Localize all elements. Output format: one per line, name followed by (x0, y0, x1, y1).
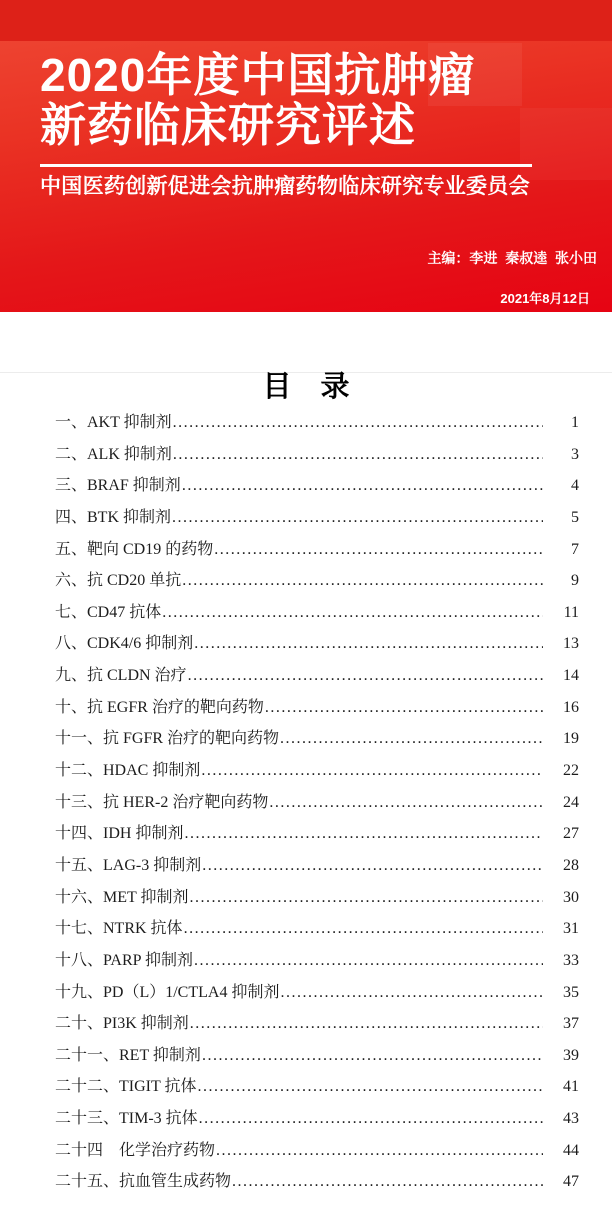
toc-entry-label: 四、BTK 抑制剂 (55, 508, 172, 526)
toc-page-number: 13 (563, 635, 579, 653)
toc-page-number: 11 (563, 603, 579, 621)
toc-page-number: 43 (563, 1110, 579, 1128)
banner-texture-patch (520, 108, 612, 180)
toc-entry[interactable] (55, 441, 579, 473)
toc-leader-dots (202, 1047, 543, 1065)
toc-leader-dots (184, 825, 543, 843)
publication-date: 2021年8月12日 (500, 291, 590, 306)
toc-entry-label: 二十五、抗血管生成药物 (55, 1173, 232, 1191)
toc-entry[interactable] (55, 1042, 579, 1074)
toc-entry-label: 十一、抗 FGFR 治疗的靶向药物 (55, 730, 280, 748)
report-title (40, 50, 475, 150)
toc-leader-dots (173, 414, 543, 432)
toc-leader-dots (172, 509, 543, 527)
toc-entry-label: 十三、抗 HER-2 治疗靶向药物 (55, 793, 269, 811)
toc-page-number: 16 (563, 698, 579, 716)
toc-entry-label: 八、CDK4/6 抑制剂 (55, 635, 194, 653)
toc-leader-dots (199, 1110, 543, 1128)
toc-page-number: 24 (563, 793, 579, 811)
toc-entry[interactable] (55, 630, 579, 662)
toc-entry-label: 十四、IDH 抑制剂 (55, 825, 184, 843)
toc-entry-label: 五、靶向 CD19 的药物 (55, 540, 214, 558)
toc-entry[interactable] (55, 725, 579, 757)
toc-leader-dots (197, 1078, 543, 1096)
toc-leader-dots (280, 984, 543, 1002)
toc-entry-label: 二、ALK 抑制剂 (55, 445, 172, 463)
toc-page-number: 5 (571, 508, 579, 526)
toc-entry[interactable] (55, 884, 579, 916)
toc-page-number: 35 (563, 983, 579, 1001)
toc-page-number: 28 (563, 856, 579, 874)
toc-entry[interactable] (55, 947, 579, 979)
toc-entry-label: 三、BRAF 抑制剂 (55, 477, 181, 495)
toc-entry[interactable] (55, 662, 579, 694)
toc-leader-dots (194, 635, 543, 653)
cover-banner (0, 0, 612, 312)
toc-leader-dots (188, 667, 543, 685)
toc-entry[interactable] (55, 1137, 579, 1169)
banner-top-strip (0, 0, 612, 41)
toc-entry-label: 二十二、TIGIT 抗体 (55, 1078, 197, 1096)
toc-entry[interactable] (55, 567, 579, 599)
toc-page-number: 3 (571, 445, 579, 463)
toc-leader-dots (216, 1142, 543, 1160)
toc-entry-label: 六、抗 CD20 单抗 (55, 572, 182, 590)
toc-leader-dots (194, 952, 543, 970)
toc-page-number: 9 (571, 572, 579, 590)
toc-page-number: 27 (563, 825, 579, 843)
toc-page-number: 37 (563, 1015, 579, 1033)
toc-entry-label: 二十一、RET 抑制剂 (55, 1046, 201, 1064)
toc-page-number: 39 (563, 1046, 579, 1064)
toc-leader-dots (214, 541, 543, 559)
report-title-line1: 2020年度中国抗肿瘤 (40, 49, 476, 101)
toc-leader-dots (182, 572, 543, 590)
toc-leader-dots (162, 604, 543, 622)
chief-editors: 主编：李进 秦叔逵 张小田 (427, 250, 597, 266)
toc-page-number: 4 (571, 477, 579, 495)
toc-entry-label: 七、CD47 抗体 (55, 603, 162, 621)
toc-entry[interactable] (55, 472, 579, 504)
toc-page-number: 7 (571, 540, 579, 558)
toc-leader-dots (280, 730, 543, 748)
toc-entry[interactable] (55, 1105, 579, 1137)
toc-leader-dots (201, 762, 543, 780)
toc-entry[interactable] (55, 536, 579, 568)
toc-entry[interactable] (55, 852, 579, 884)
toc-entry-label: 十九、PD（L）1/CTLA4 抑制剂 (55, 983, 280, 1001)
toc-entry-label: 九、抗 CLDN 治疗 (55, 667, 187, 685)
toc-entry[interactable] (55, 1010, 579, 1042)
toc-page-number: 1 (571, 414, 579, 431)
toc-page-number: 14 (563, 667, 579, 685)
toc-entry-label: 十七、NTRK 抗体 (55, 920, 183, 938)
toc-leader-dots (190, 889, 544, 907)
toc-heading: 目 录 (262, 371, 350, 403)
toc-leader-dots (232, 1173, 543, 1191)
toc-entry-label: 十八、PARP 抑制剂 (55, 951, 193, 969)
toc-entry[interactable] (55, 409, 579, 441)
toc-entry-label: 十六、MET 抑制剂 (55, 888, 189, 906)
toc-entry-label: 二十四 化学治疗药物 (55, 1141, 216, 1159)
toc-entry[interactable] (55, 789, 579, 821)
toc-entry-label: 十、抗 EGFR 治疗的靶向药物 (55, 698, 264, 716)
toc-leader-dots (173, 446, 543, 464)
toc-page-number: 41 (563, 1078, 579, 1096)
toc-entry[interactable] (55, 694, 579, 726)
toc-entry[interactable] (55, 1168, 579, 1200)
toc-entry[interactable] (55, 599, 579, 631)
toc-entry-label: 二十三、TIM-3 抗体 (55, 1110, 198, 1128)
toc-entry-label: 一、AKT 抑制剂 (55, 414, 172, 431)
toc-page-number: 47 (563, 1173, 579, 1191)
toc-entry-label: 二十、PI3K 抑制剂 (55, 1015, 189, 1033)
toc-entry-label: 十五、LAG-3 抑制剂 (55, 856, 202, 874)
toc-leader-dots (182, 477, 543, 495)
toc-page-number: 31 (563, 920, 579, 938)
toc-leader-dots (190, 1015, 543, 1033)
toc-entry[interactable] (55, 915, 579, 947)
toc-leader-dots (265, 699, 543, 717)
toc-entry[interactable] (55, 504, 579, 536)
report-title-line2: 新药临床研究评述 (40, 99, 416, 151)
title-divider-rule (40, 164, 532, 167)
toc-page-number: 19 (563, 730, 579, 748)
toc-leader-dots (269, 794, 543, 812)
toc-leader-dots (202, 857, 543, 875)
toc-entry[interactable] (55, 820, 579, 852)
toc-entry[interactable] (55, 979, 579, 1011)
toc-page-number: 33 (563, 951, 579, 969)
toc-page-number: 44 (563, 1141, 579, 1159)
toc-entry[interactable] (55, 1073, 579, 1105)
issuing-committee: 中国医药创新促进会抗肿瘤药物临床研究专业委员会 (40, 175, 530, 198)
toc-entry-label: 十二、HDAC 抑制剂 (55, 762, 201, 780)
toc-leader-dots (184, 920, 543, 938)
toc-list (55, 409, 579, 1200)
toc-page-number: 30 (563, 888, 579, 906)
toc-entry[interactable] (55, 757, 579, 789)
toc-page-number: 22 (563, 762, 579, 780)
